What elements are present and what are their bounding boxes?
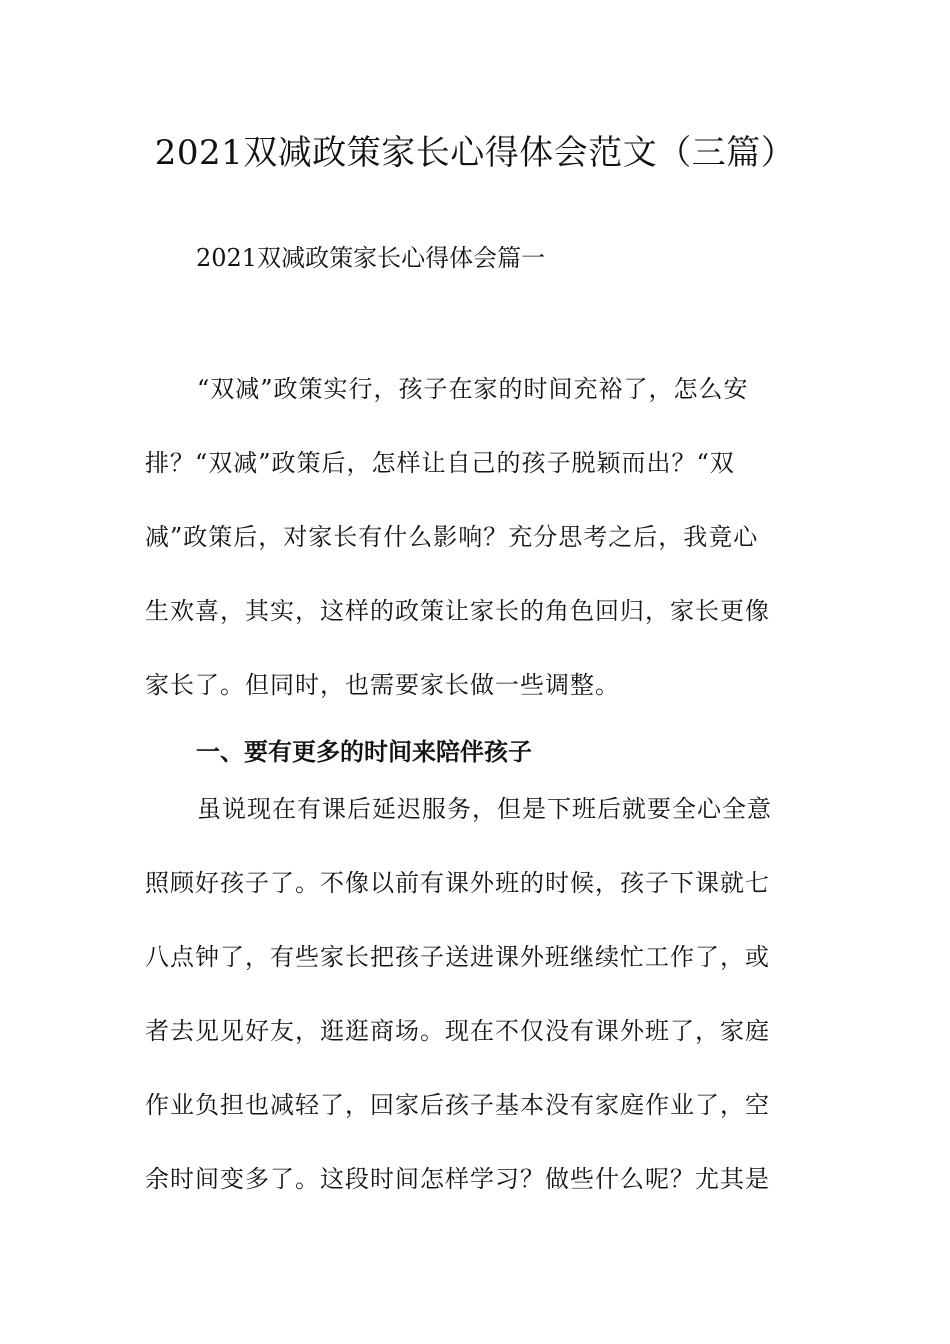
paragraph-line: 虽说现在有课后延迟服务，但是下班后就要全心全意 (197, 795, 772, 823)
paragraph-2 (145, 772, 805, 1216)
paragraph-line: 照顾好孩子了。不像以前有课外班的时候，孩子下课就七 (145, 869, 770, 897)
paragraph-line: 家长了。但同时，也需要家长做一些调整。 (145, 671, 620, 699)
paragraph-line: 生欢喜，其实，这样的政策让家长的角色回归，家长更像 (145, 597, 770, 625)
paragraph-1 (145, 352, 805, 722)
section-heading: 2021双减政策家长心得体会篇一 (196, 244, 546, 272)
paragraph-line: 作业负担也减轻了，回家后孩子基本没有家庭作业了，空 (145, 1091, 770, 1119)
paragraph-line: 减”政策后，对家长有什么影响？充分思考之后，我竟心 (145, 523, 759, 551)
paragraph-line: 排？“双减”政策后，怎样让自己的孩子脱颖而出？“双 (145, 449, 735, 477)
subheading-1: 一、要有更多的时间来陪伴孩子 (196, 737, 532, 766)
paragraph-line: 者去见见好友，逛逛商场。现在不仅没有课外班了，家庭 (145, 1017, 770, 1045)
paragraph-line: “双减”政策实行，孩子在家的时间充裕了，怎么安 (197, 375, 749, 403)
paragraph-line: 八点钟了，有些家长把孩子送进课外班继续忙工作了，或 (145, 943, 770, 971)
paragraph-line: 余时间变多了。这段时间怎样学习？做些什么呢？尤其是 (145, 1165, 770, 1193)
document-title: 2021双减政策家长心得体会范文（三篇） (154, 133, 796, 173)
